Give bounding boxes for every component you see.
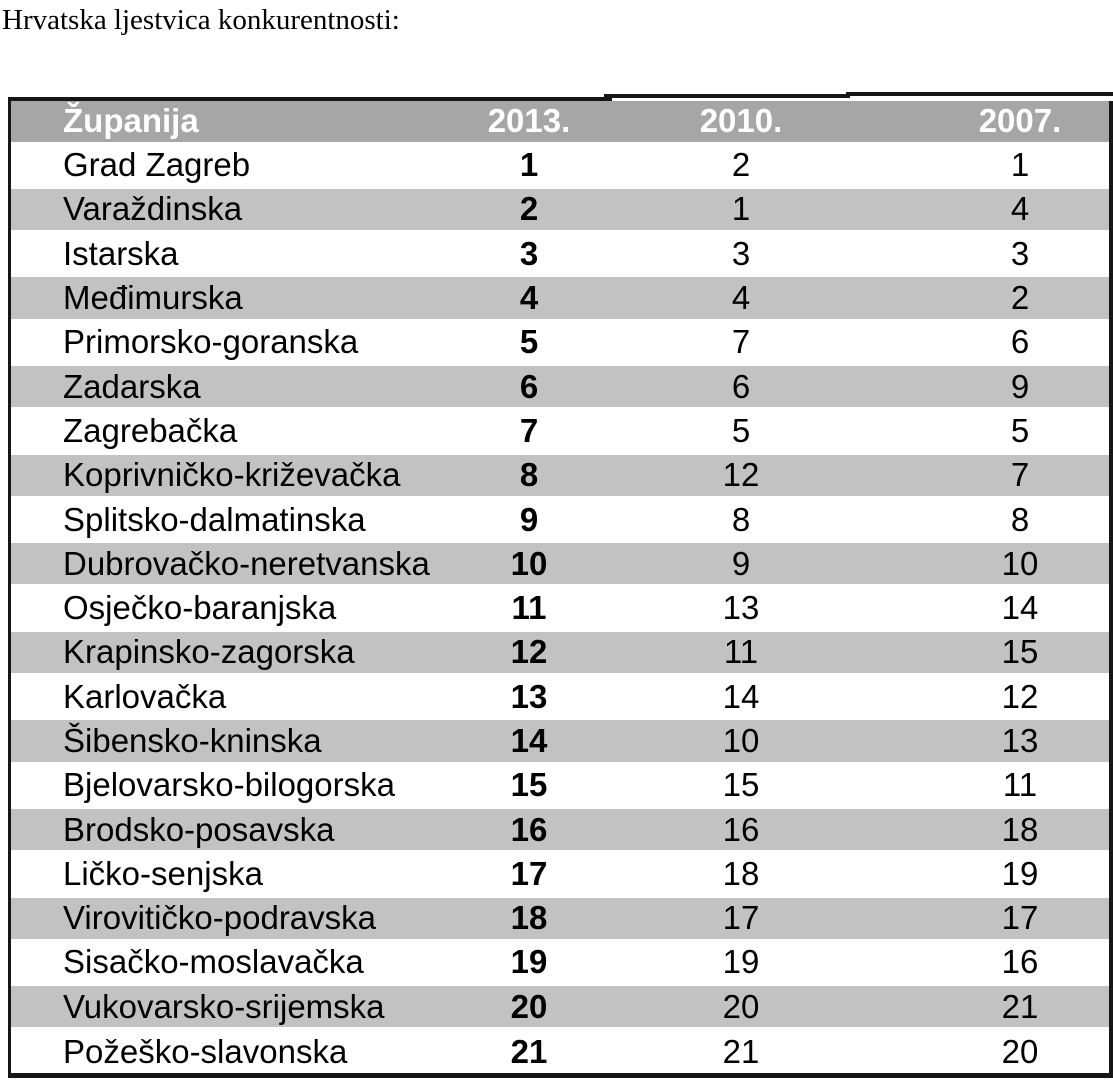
table-row	[11, 409, 1109, 453]
rank-2013-cell: 19	[423, 940, 635, 984]
rank-2010-cell: 15	[635, 763, 847, 807]
rank-2013-cell: 6	[423, 364, 635, 408]
rank-2007-cell: 4	[847, 187, 1109, 231]
rank-2013-cell: 3	[423, 232, 635, 276]
county-name-cell: Bjelovarsko-bilogorska	[11, 763, 423, 807]
rank-2007-cell: 8	[847, 497, 1109, 541]
rank-2007-cell: 6	[847, 320, 1109, 364]
rank-2010-cell: 13	[635, 586, 847, 630]
rank-2010-cell: 12	[635, 453, 847, 497]
table-row	[11, 276, 1109, 320]
rank-2010-cell: 5	[635, 409, 847, 453]
rank-2013-cell: 10	[423, 542, 635, 586]
rank-2007-cell: 15	[847, 630, 1109, 674]
rank-2010-cell: 8	[635, 497, 847, 541]
county-name-cell: Grad Zagreb	[11, 143, 423, 187]
rank-2013-cell: 21	[423, 1029, 635, 1073]
rank-2010-cell: 10	[635, 719, 847, 763]
county-name-cell: Osječko-baranjska	[11, 586, 423, 630]
table-row	[11, 896, 1109, 940]
table-row	[11, 542, 1109, 586]
rank-2007-cell: 19	[847, 852, 1109, 896]
table-row	[11, 143, 1109, 187]
table-row	[11, 187, 1109, 231]
rank-2007-cell: 13	[847, 719, 1109, 763]
table-row	[11, 586, 1109, 630]
table-row	[11, 453, 1109, 497]
rank-2007-cell: 14	[847, 586, 1109, 630]
rank-2007-cell: 10	[847, 542, 1109, 586]
county-name-cell: Sisačko-moslavačka	[11, 940, 423, 984]
rank-2013-cell: 20	[423, 985, 635, 1029]
table-row	[11, 985, 1109, 1029]
rank-2010-cell: 9	[635, 542, 847, 586]
rank-2013-cell: 4	[423, 276, 635, 320]
rank-2013-cell: 7	[423, 409, 635, 453]
rank-2007-cell: 16	[847, 940, 1109, 984]
county-name-cell: Brodsko-posavska	[11, 807, 423, 851]
rank-2010-cell: 18	[635, 852, 847, 896]
county-name-cell: Šibensko-kninska	[11, 719, 423, 763]
rank-2010-cell: 14	[635, 675, 847, 719]
rank-2010-cell: 1	[635, 187, 847, 231]
rank-2007-cell: 1	[847, 143, 1109, 187]
table-row	[11, 675, 1109, 719]
county-name-cell: Požeško-slavonska	[11, 1029, 423, 1073]
rank-2013-cell: 17	[423, 852, 635, 896]
competitiveness-ranking-table	[11, 101, 1109, 1073]
county-name-cell: Ličko-senjska	[11, 852, 423, 896]
table-top-border-middle	[604, 94, 850, 98]
table-row	[11, 320, 1109, 364]
rank-2007-cell: 9	[847, 364, 1109, 408]
rank-2013-cell: 15	[423, 763, 635, 807]
rank-2013-cell: 12	[423, 630, 635, 674]
county-name-cell: Dubrovačko-neretvanska	[11, 542, 423, 586]
column-header-county: Županija	[11, 101, 423, 143]
table-row	[11, 1029, 1109, 1073]
table-row	[11, 852, 1109, 896]
rank-2007-cell: 17	[847, 896, 1109, 940]
county-name-cell: Karlovačka	[11, 675, 423, 719]
rank-2010-cell: 7	[635, 320, 847, 364]
county-name-cell: Varaždinska	[11, 187, 423, 231]
rank-2013-cell: 2	[423, 187, 635, 231]
rank-2010-cell: 3	[635, 232, 847, 276]
county-name-cell: Istarska	[11, 232, 423, 276]
table-row	[11, 232, 1109, 276]
rank-2013-cell: 8	[423, 453, 635, 497]
county-name-cell: Primorsko-goranska	[11, 320, 423, 364]
rank-2013-cell: 1	[423, 143, 635, 187]
table-header-row	[11, 101, 1109, 143]
competitiveness-table-frame	[8, 101, 1113, 1078]
rank-2010-cell: 20	[635, 985, 847, 1029]
rank-2013-cell: 18	[423, 896, 635, 940]
table-row	[11, 630, 1109, 674]
table-row	[11, 940, 1109, 984]
rank-2010-cell: 6	[635, 364, 847, 408]
rank-2013-cell: 5	[423, 320, 635, 364]
rank-2010-cell: 4	[635, 276, 847, 320]
rank-2013-cell: 16	[423, 807, 635, 851]
rank-2007-cell: 20	[847, 1029, 1109, 1073]
table-row	[11, 719, 1109, 763]
rank-2010-cell: 17	[635, 896, 847, 940]
table-row	[11, 497, 1109, 541]
county-name-cell: Vukovarsko-srijemska	[11, 985, 423, 1029]
county-name-cell: Virovitičko-podravska	[11, 896, 423, 940]
rank-2013-cell: 14	[423, 719, 635, 763]
rank-2007-cell: 3	[847, 232, 1109, 276]
column-header-2010: 2010.	[635, 101, 847, 143]
rank-2010-cell: 19	[635, 940, 847, 984]
rank-2013-cell: 13	[423, 675, 635, 719]
rank-2007-cell: 11	[847, 763, 1109, 807]
rank-2007-cell: 2	[847, 276, 1109, 320]
column-header-2013: 2013.	[423, 101, 635, 143]
rank-2013-cell: 11	[423, 586, 635, 630]
table-header	[11, 101, 1109, 143]
table-body	[11, 143, 1109, 1073]
rank-2010-cell: 11	[635, 630, 847, 674]
column-header-2007: 2007.	[847, 101, 1109, 143]
county-name-cell: Krapinsko-zagorska	[11, 630, 423, 674]
table-row	[11, 364, 1109, 408]
rank-2007-cell: 21	[847, 985, 1109, 1029]
rank-2007-cell: 18	[847, 807, 1109, 851]
rank-2010-cell: 16	[635, 807, 847, 851]
table-row	[11, 807, 1109, 851]
county-name-cell: Splitsko-dalmatinska	[11, 497, 423, 541]
county-name-cell: Međimurska	[11, 276, 423, 320]
rank-2010-cell: 21	[635, 1029, 847, 1073]
rank-2013-cell: 9	[423, 497, 635, 541]
rank-2007-cell: 12	[847, 675, 1109, 719]
rank-2007-cell: 7	[847, 453, 1109, 497]
rank-2010-cell: 2	[635, 143, 847, 187]
table-top-border-right	[846, 92, 1113, 96]
table-row	[11, 763, 1109, 807]
county-name-cell: Zagrebačka	[11, 409, 423, 453]
county-name-cell: Koprivničko-križevačka	[11, 453, 423, 497]
county-name-cell: Zadarska	[11, 364, 423, 408]
document-title: Hrvatska ljestvica konkurentnosti:	[2, 4, 400, 36]
rank-2007-cell: 5	[847, 409, 1109, 453]
